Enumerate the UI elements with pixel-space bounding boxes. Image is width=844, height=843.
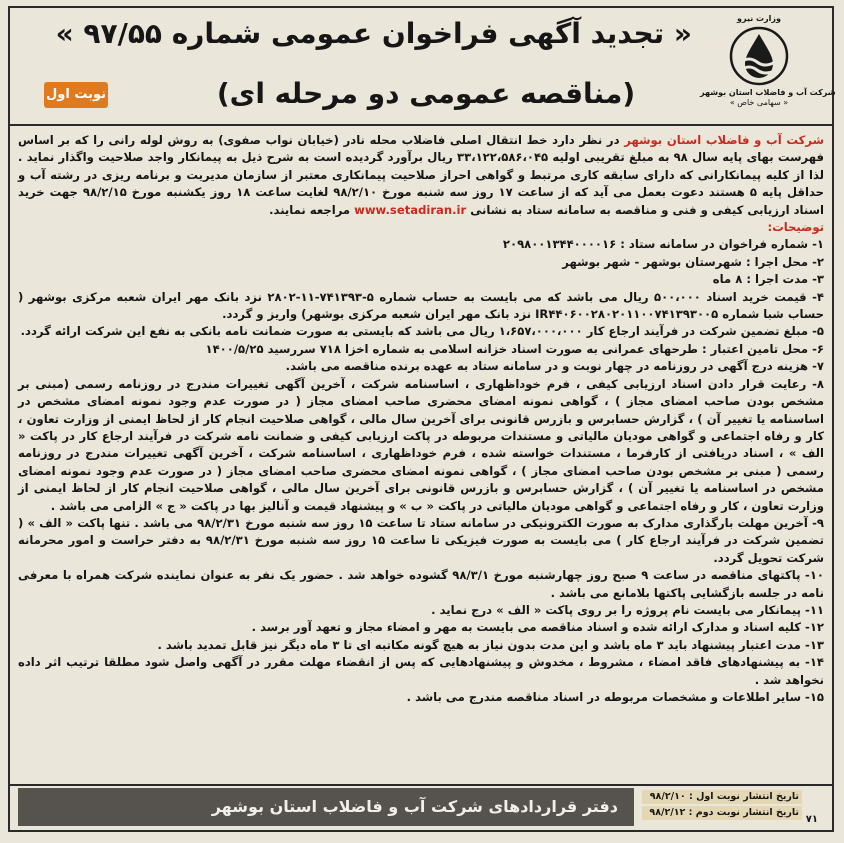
publication-dates xyxy=(642,790,802,822)
footer xyxy=(10,786,832,830)
water-drop-wave-icon xyxy=(729,26,789,86)
note-item: ۱۰- پاکتهای مناقصه در ساعت ۹ صبح روز چهارشنبه مورخ ۹۸/۳/۱ گشوده خواهد شد . حضور یک نفر به عنوان نماینده شرکت همراه با معرفی نامه در جلسه بازگشایی پاکتها بلامانع می باشد . xyxy=(18,568,824,600)
contracts-office-bar: دفتر قراردادهای شرکت آب و فاضلاب استان بوشهر xyxy=(18,788,634,826)
note-item: ۱۴- به پیشنهادهای فاقد امضاء ، مشروط ، مخدوش و پیشنهادهایی که پس از انقضاء مهلت مقرر در آگهی واصل شود مطلقا ترتیب اثر داده نخواهد شد . xyxy=(18,655,824,687)
note-item: ۳- مدت اجرا : ۸ ماه xyxy=(712,272,824,287)
note-item: ۹- آخرین مهلت بارگذاری مدارک به صورت الکترونیکی در سامانه ستاد تا ساعت ۱۵ روز سه شنبه مورخ ۹۸/۲/۳۱ می باشد . تنها پاکت « الف » ( تضمین شرکت در فرآیند ارجاع کار ) می بایست به صورت فیزیکی تا ساعت ۱۵ روز سه شنبه مورخ ۹۸/۲/۳۱ به دفتر حراست و امور محرمانه شرکت تحویل گردد. xyxy=(18,515,824,565)
ad-body xyxy=(18,132,824,782)
website-link[interactable]: www.setadiran.ir xyxy=(354,202,467,217)
ad-subtitle: (مناقصه عمومی دو مرحله ای) xyxy=(216,77,636,110)
note-item: ۱۵- سایر اطلاعات و مشخصات مربوطه در اسناد مناقصه مندرج می باشد . xyxy=(406,690,824,704)
note-item: ۴- قیمت خرید اسناد ۵۰۰،۰۰۰ ریال می باشد که می بایست به حساب شماره ۵-۷۴۱۳۹۳-۱۱-۲۸۰۲ نزد بانک مهر ایران شعبه مرکزی بوشهر ( حساب شبا شماره IR۴۴۰۶۰۰۲۸۰۲۰۱۱۰۰۷۴۱۳۹۳۰۰۵ نزد بانک مهر ایران شعبه مرکزی بوشهر) واریز و گردد. xyxy=(18,289,824,322)
intro-text-end: مراجعه نمایند. xyxy=(269,202,351,217)
logo-company-type: « سهامی خاص » xyxy=(729,98,789,107)
logo-company-name: شرکت آب و فاضلاب استان بوشهر xyxy=(700,88,836,97)
page-number: ۷۱ xyxy=(805,814,818,825)
header-divider xyxy=(10,124,832,126)
logo-ministry: وزارت نیرو xyxy=(737,14,781,23)
note-item: ۱- شماره فراخوان در سامانه ستاد : ۲۰۹۸۰۰۱۳۴۴۰۰۰۰۱۶ xyxy=(502,237,824,252)
ad-title: « تجدید آگهی فراخوان عمومی شماره ۹۷/۵۵ » xyxy=(55,17,692,50)
notes-heading: توضیحات: xyxy=(767,220,824,235)
first-publication-date: تاریخ انتشار نوبت اول : ۹۸/۲/۱۰ xyxy=(642,790,802,804)
note-item: ۷- هزینه درج آگهی در روزنامه در چهار نوبت و در سامانه ستاد به عهده برنده مناقصه می باشد. xyxy=(285,359,824,374)
second-publication-date: تاریخ انتشار نوبت دوم : ۹۸/۲/۱۲ xyxy=(642,806,802,820)
note-item: ۸- رعایت قرار دادن اسناد ارزیابی کیفی ، فرم خوداظهاری ، اساسنامه شرکت ، آخرین آگهی تغییرات مندرج در روزنامه رسمی (مبنی بر مشخص بودن صاحب امضای مجاز ) ، گواهی نمونه امضای محضری صاحب امضای مجاز ( در صورت عدم وجود نمونه امضای مشخص در اساسنامه یا تغییر آن ) ، گزارش حسابرس و بازرس قانونی برای آخرین سال مالی ، گواهی صلاحیت انجام کار از لحاظ ایمنی از وزارت تعاون ، کار و رفاه اجتماعی و گواهی مودیان مالیاتی و مستندات مربوطه در پاکت ارزیابی کیفی و ضمانت نامه شرکت در فرآیند ارجاع کار در پاکت « الف » ، اسناد دریافتی از کارفرما ، مستندات خواسته شده ، فرم خوداظهاری ، اساسنامه شرکت ، آخرین آگهی تغییرات مندرج در روزنامه رسمی ( مبنی بر مشخص بودن صاحب امضای مجاز ) ، گواهی نمونه امضای محضری صاحب امضای مجاز ( در صورت عدم وجود نمونه امضای مشخص در اساسنامه یا تغییر آن ) ، گزارش حسابرس و بازرس قانونی برای آخرین سال مالی ، گواهی صلاحیت انجام کار از لحاظ ایمنی از وزارت تعاون ، کار و رفاه اجتماعی و گواهی مودیان مالیاتی در پاکت « ب » و پیشنهاد قیمت و آنالیز بها در پاکت « ج » الزامی می باشد . xyxy=(18,376,824,513)
note-item: ۱۱- پیمانکار می بایست نام پروژه را بر روی پاکت « الف » درج نماید . xyxy=(431,602,824,617)
note-item: ۲- محل اجرا : شهرستان بوشهر - شهر بوشهر xyxy=(562,254,824,269)
header xyxy=(10,8,836,120)
note-item: ۶- محل تامین اعتبار : طرحهای عمرانی به صورت اسناد خزانه اسلامی به شماره اخزا ۷۱۸ سررسید ۱۴۰۰/۵/۲۵ xyxy=(205,341,824,356)
company-logo xyxy=(700,14,836,118)
note-item: ۱۲- کلیه اسناد و مدارک ارائه شده و اسناد مناقصه می بایست به مهر و امضاء مجاز و تعهد آور برسد . xyxy=(251,620,824,635)
note-item: ۱۳- مدت اعتبار پیشنهاد باید ۳ ماه باشد و این مدت بدون نیاز به هیچ گونه مکاتبه ای تا ۳ ماه دیگر نیز قابل تمدید باشد . xyxy=(157,637,824,652)
intro-company-name: شرکت آب و فاضلاب استان بوشهر xyxy=(624,133,824,147)
round-badge: نوبت اول xyxy=(44,82,108,108)
note-item: ۵- مبلغ تضمین شرکت در فرآیند ارجاع کار ۱،۶۵۷،۰۰۰،۰۰۰ ریال می باشد که بایستی به صورت ضمانت نامه بانکی به نفع این شرکت ارائه گردد. xyxy=(20,324,824,339)
intro-text: در نظر دارد خط انتقال اصلی فاضلاب محله نادر (خیابان نواب صفوی) به روش لوله رانی را که بر اساس فهرست بهای پایه سال ۹۸ به مبلغ تقریبی اولیه ۳۳،۱۲۲،۵۸۶،۰۴۵ ریال برآورد گردیده است به شرح ذیل به پیمانکار واجد صلاحیت واگذار نماید . لذا از کلیه پیمانکارانی که دارای سابقه کاری مرتبط و گواهی احراز صلاحیت پیمانکاری معتبر از سازمان مدیریت و برنامه ریزی در رشته آب و حداقل پایه ۵ هستند دعوت بعمل می آید که از ساعت ۱۷ روز سه شنبه مورخ ۹۸/۲/۱۰ لغایت ساعت ۱۸ روز یکشنبه مورخ ۹۸/۲/۱۵ جهت خرید اسناد ارزیابی کیفی و فنی و مناقصه به سامانه ستاد به نشانی xyxy=(18,133,825,217)
